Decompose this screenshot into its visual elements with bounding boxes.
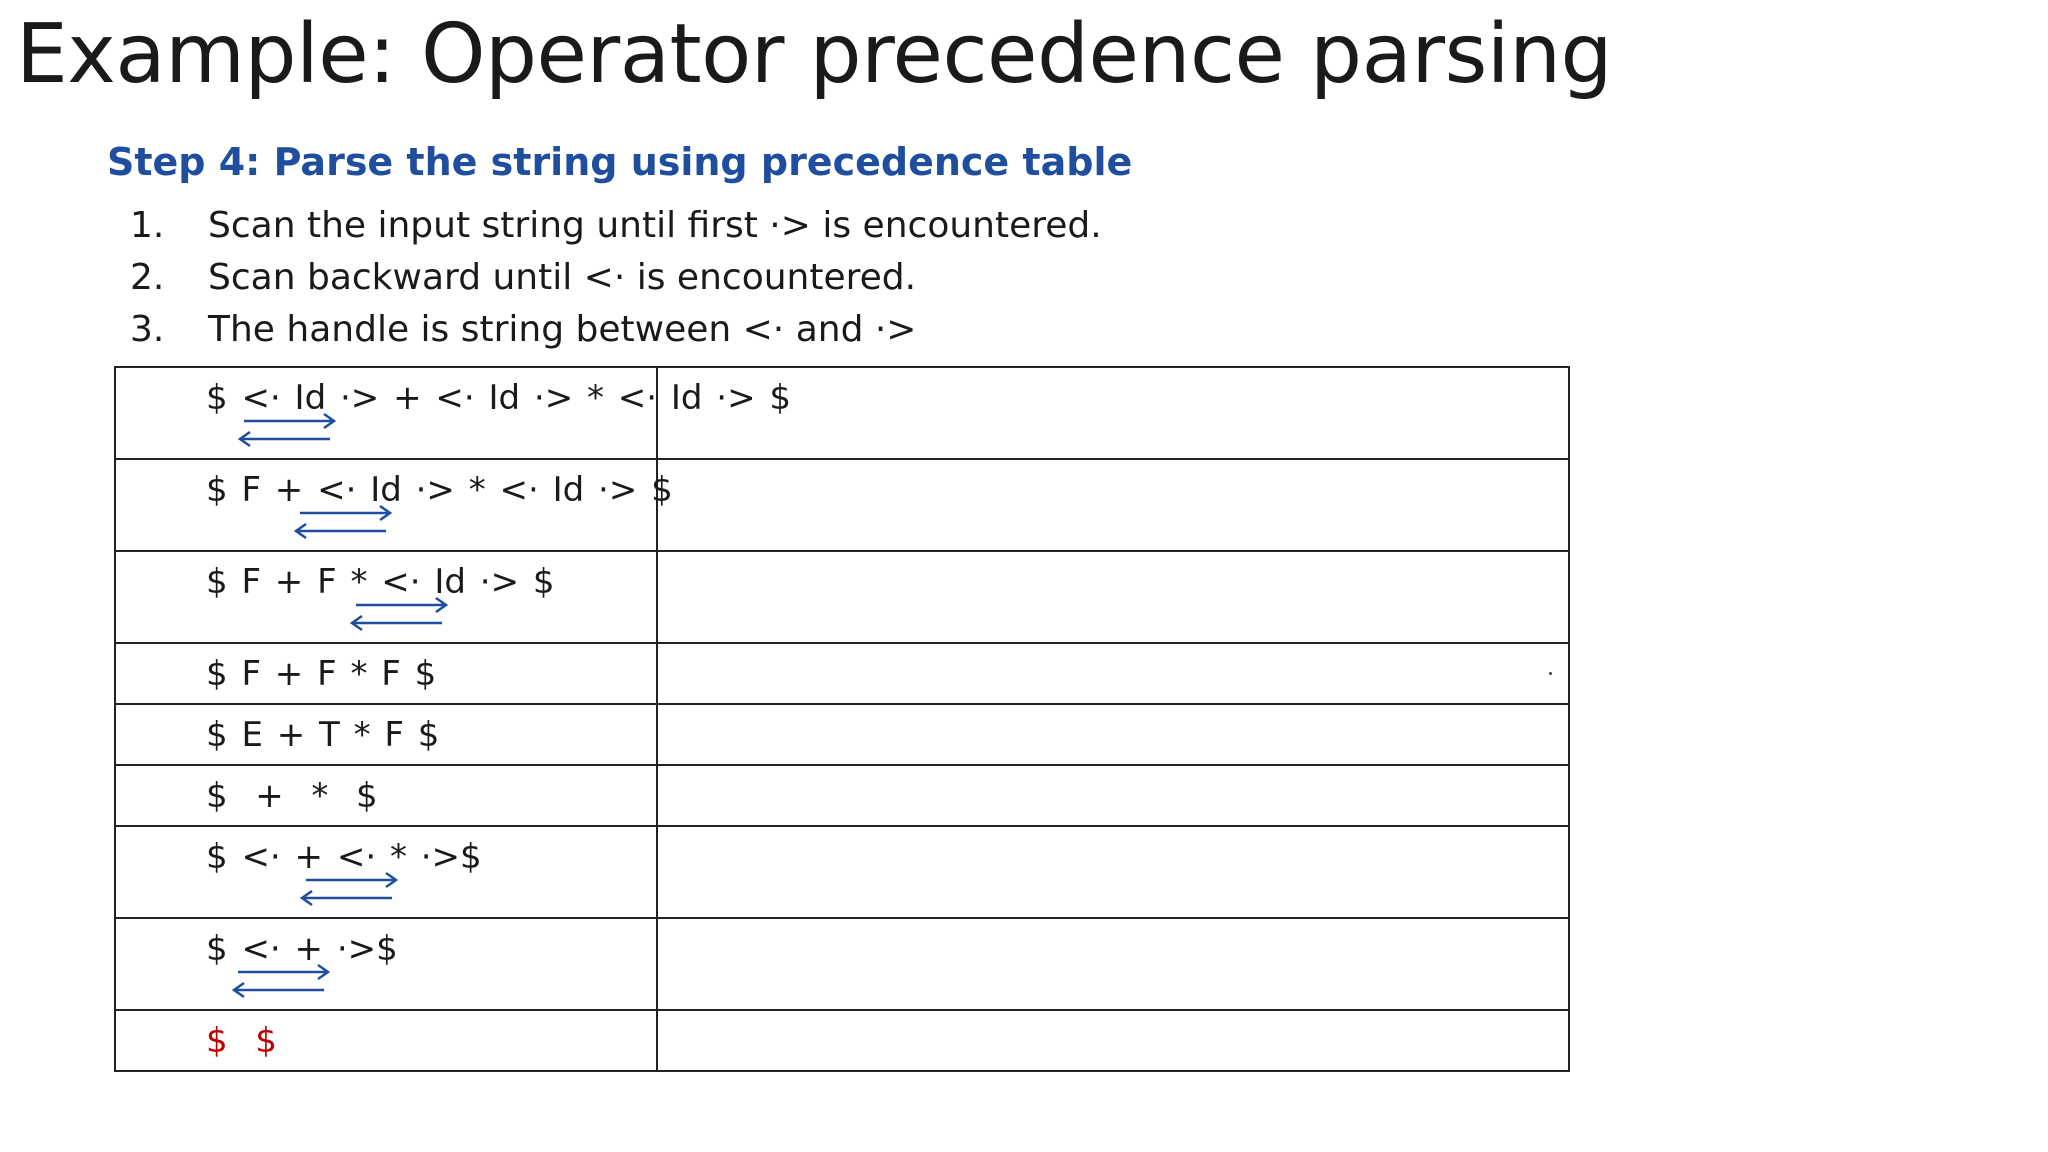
handle-arrows xyxy=(116,919,656,1009)
step-heading: Step 4: Parse the string using precedence table xyxy=(107,140,1133,184)
expression-cell xyxy=(115,704,657,765)
left-arrow-icon xyxy=(240,432,330,446)
table-row xyxy=(115,367,1569,459)
final-expression-text: $ $ xyxy=(206,1021,277,1061)
table-row xyxy=(115,551,1569,643)
table-row xyxy=(115,459,1569,551)
expression-cell xyxy=(115,459,673,551)
expression-cell xyxy=(115,765,657,826)
expression-cell xyxy=(115,1010,657,1071)
parse-table xyxy=(114,366,1570,1072)
table-row xyxy=(115,704,1569,765)
step-item xyxy=(130,252,1102,304)
table-row xyxy=(115,1010,1569,1071)
step-item xyxy=(130,200,1102,252)
left-arrow-icon xyxy=(302,891,392,905)
right-arrow-icon xyxy=(244,414,334,428)
handle-arrows xyxy=(116,552,656,642)
expression-cell xyxy=(115,643,657,704)
step-item xyxy=(130,304,1102,356)
expression-cell xyxy=(115,551,657,643)
step-text: Scan backward until <· is encountered. xyxy=(208,257,917,298)
step-number: 3. xyxy=(130,309,165,350)
table-row xyxy=(115,918,1569,1010)
expression-text: $ F + <· Id ·> * <· Id ·> $ xyxy=(206,470,673,510)
result-cell xyxy=(657,459,1569,551)
expression-text: $ <· Id ·> + <· Id ·> * <· Id ·> $ xyxy=(206,378,792,418)
left-arrow-icon xyxy=(234,983,324,997)
step-text: Scan the input string until first ·> is encountered. xyxy=(208,205,1102,246)
expression-text: $ <· + ·>$ xyxy=(206,929,398,969)
right-arrow-icon xyxy=(306,873,396,887)
handle-arrows xyxy=(116,460,656,550)
expression-cell xyxy=(115,918,657,1010)
result-cell xyxy=(657,643,1569,704)
expression-text: $ + * $ xyxy=(206,776,378,816)
result-cell xyxy=(657,704,1569,765)
left-arrow-icon xyxy=(296,524,386,538)
table-row xyxy=(115,826,1569,918)
step-number: 1. xyxy=(130,205,165,246)
result-cell xyxy=(657,367,1569,459)
expression-cell xyxy=(115,367,792,459)
handle-arrows xyxy=(116,368,656,458)
result-cell xyxy=(657,765,1569,826)
right-arrow-icon xyxy=(238,965,328,979)
step-text: The handle is string between <· and ·> xyxy=(208,309,917,350)
right-arrow-icon xyxy=(356,598,446,612)
result-cell xyxy=(657,918,1569,1010)
result-cell xyxy=(657,551,1569,643)
expression-cell xyxy=(115,826,657,918)
expression-text: $ E + T * F $ xyxy=(206,715,440,755)
table-row xyxy=(115,765,1569,826)
slide-title: Example: Operator precedence parsing xyxy=(16,7,1613,102)
result-cell xyxy=(657,826,1569,918)
expression-text: $ F + F * <· Id ·> $ xyxy=(206,562,555,602)
left-arrow-icon xyxy=(352,616,442,630)
handle-arrows xyxy=(116,827,656,917)
expression-text: $ <· + <· * ·>$ xyxy=(206,837,482,877)
expression-text: $ F + F * F $ xyxy=(206,654,437,694)
stray-dot xyxy=(1549,672,1552,675)
table-row xyxy=(115,643,1569,704)
right-arrow-icon xyxy=(300,506,390,520)
result-cell xyxy=(657,1010,1569,1071)
steps-list xyxy=(130,200,1102,356)
step-number: 2. xyxy=(130,257,165,298)
